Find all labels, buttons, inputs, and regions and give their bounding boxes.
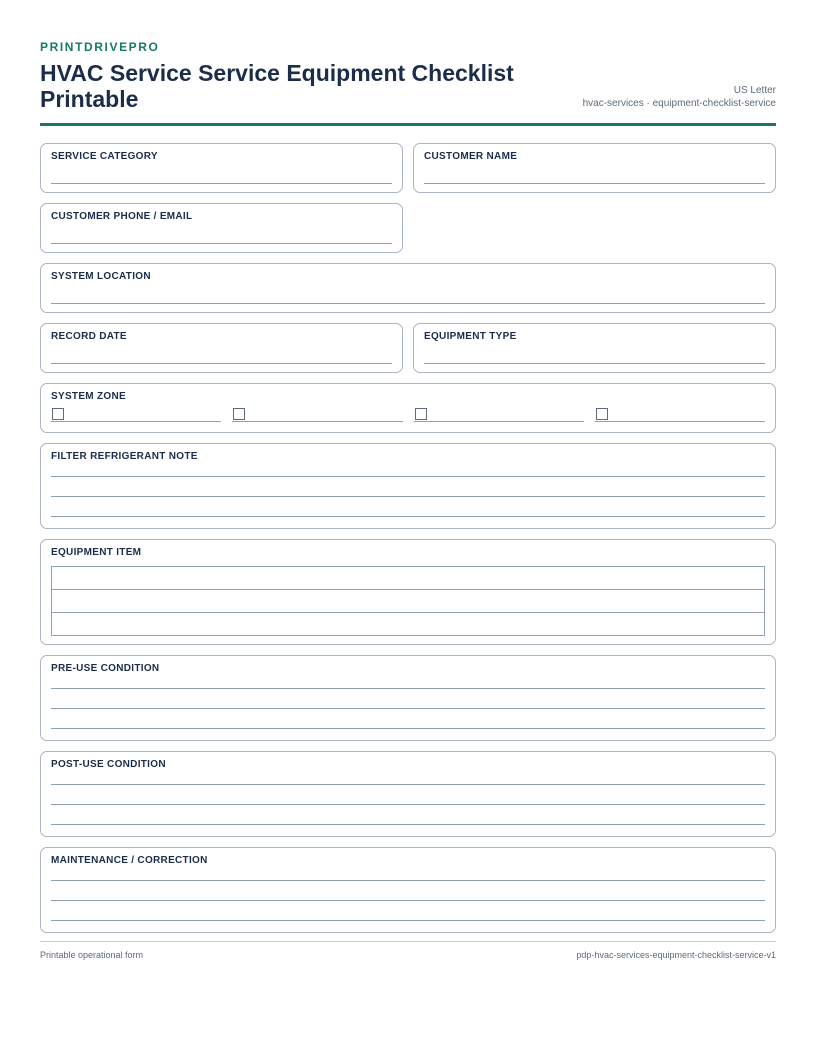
- maintenance-correction-field: [40, 847, 776, 933]
- maintenance-correction-label: MAINTENANCE / CORRECTION: [51, 855, 208, 866]
- pre-use-condition-input[interactable]: [51, 674, 765, 729]
- equipment-type-input[interactable]: [424, 342, 765, 364]
- zone-checkbox[interactable]: [233, 408, 245, 420]
- page-footer: [40, 941, 776, 960]
- zone-checkbox[interactable]: [596, 408, 608, 420]
- table-row: [52, 590, 765, 613]
- paper-size: US Letter: [733, 85, 776, 96]
- customer-name-input[interactable]: [424, 162, 765, 184]
- filter-note-field: [40, 443, 776, 529]
- post-use-condition-input[interactable]: [51, 770, 765, 825]
- zone-checkbox[interactable]: [415, 408, 427, 420]
- system-location-label: SYSTEM LOCATION: [51, 271, 151, 282]
- filter-note-input[interactable]: [51, 462, 765, 517]
- maintenance-correction-input[interactable]: [51, 866, 765, 921]
- system-zone-label: SYSTEM ZONE: [51, 391, 126, 402]
- record-date-label: RECORD DATE: [51, 331, 127, 342]
- record-date-field: [40, 323, 403, 373]
- footer-left-text: Printable operational form: [40, 950, 144, 960]
- filter-note-label: FILTER REFRIGERANT NOTE: [51, 451, 198, 462]
- system-location-field: [40, 263, 776, 313]
- table-cell[interactable]: [52, 590, 765, 613]
- form-header: [40, 60, 776, 126]
- table-row: [52, 567, 765, 590]
- equipment-item-label: EQUIPMENT ITEM: [51, 547, 142, 558]
- equipment-item-field: [40, 539, 776, 645]
- equipment-item-table: [51, 566, 765, 636]
- service-category-input[interactable]: [51, 162, 392, 184]
- table-cell[interactable]: [52, 613, 765, 636]
- customer-name-label: CUSTOMER NAME: [424, 151, 518, 162]
- pre-use-condition-label: PRE-USE CONDITION: [51, 663, 160, 674]
- service-category-label: SERVICE CATEGORY: [51, 151, 158, 162]
- footer-form-id: pdp-hvac-services-equipment-checklist-service-v1: [576, 950, 776, 960]
- form-page: [40, 40, 776, 943]
- pre-use-condition-field: [40, 655, 776, 741]
- post-use-condition-label: POST-USE CONDITION: [51, 759, 166, 770]
- table-row: [52, 613, 765, 636]
- post-use-condition-field: [40, 751, 776, 837]
- system-location-input[interactable]: [51, 282, 765, 304]
- page-title: HVAC Service Service Equipment Checklist Printable: [40, 60, 514, 112]
- form-fields: [40, 143, 776, 933]
- zone-checkbox[interactable]: [52, 408, 64, 420]
- equipment-type-field: [413, 323, 776, 373]
- equipment-type-label: EQUIPMENT TYPE: [424, 331, 517, 342]
- zone-option: [414, 405, 584, 422]
- customer-contact-field: [40, 203, 403, 253]
- zone-option: [232, 405, 402, 422]
- form-slug: hvac-services · equipment-checklist-service: [582, 98, 776, 109]
- service-category-field: [40, 143, 403, 193]
- zone-option: [51, 405, 221, 422]
- customer-contact-label: CUSTOMER PHONE / EMAIL: [51, 211, 193, 222]
- brand-name: PRINTDRIVEPRO: [40, 40, 160, 54]
- table-cell[interactable]: [52, 567, 765, 590]
- zone-option: [595, 405, 765, 422]
- system-zone-options: [51, 405, 765, 422]
- record-date-input[interactable]: [51, 342, 392, 364]
- customer-name-field: [413, 143, 776, 193]
- customer-contact-input[interactable]: [51, 222, 392, 244]
- form-meta: [583, 84, 776, 112]
- system-zone-field: [40, 383, 776, 433]
